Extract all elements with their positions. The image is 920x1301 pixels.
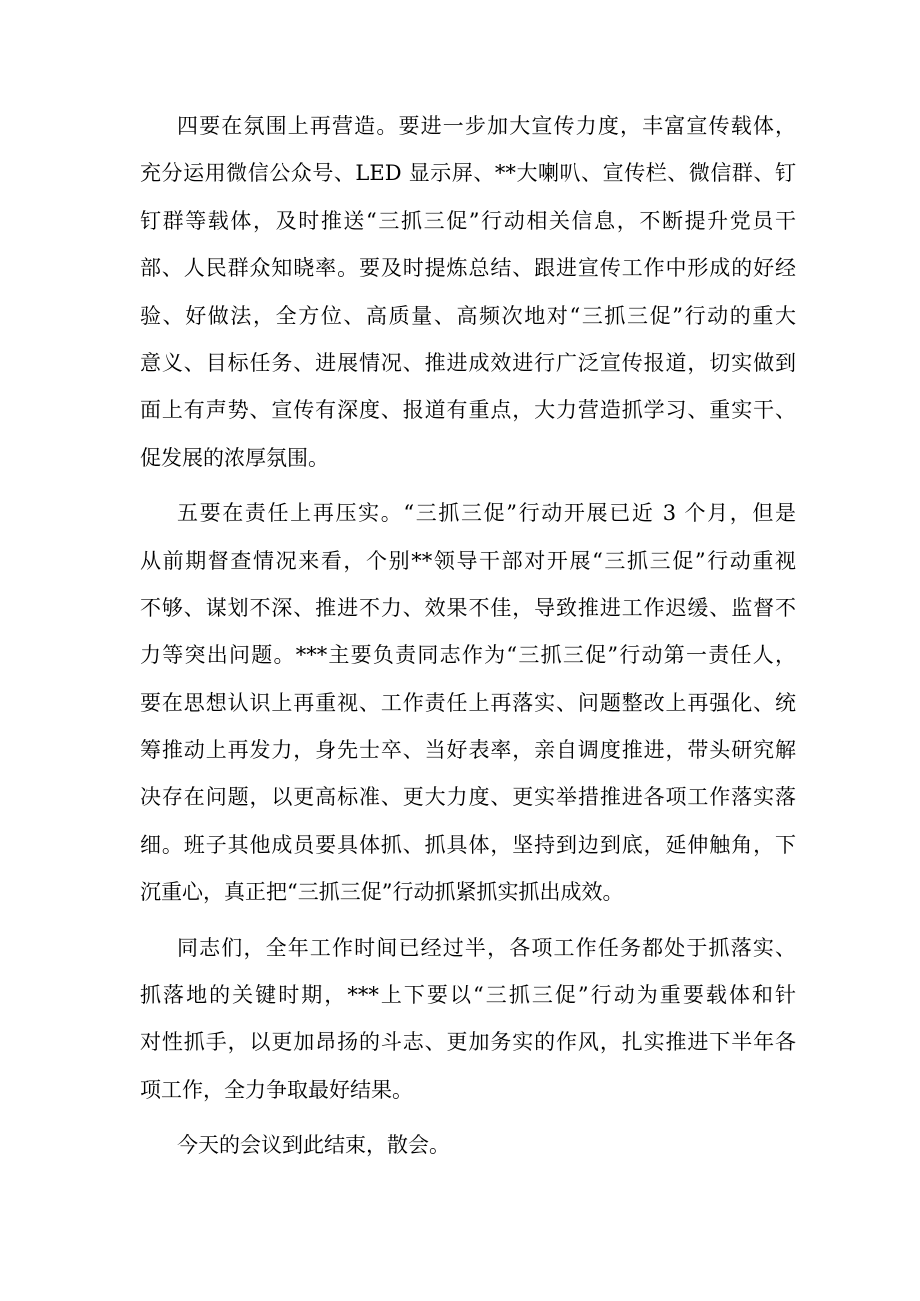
paragraph-line: 要在思想认识上再重视、工作责任上再落实、问题整改上再强化、统: [140, 690, 796, 715]
paragraph-line: 细。班子其他成员要具体抓、抓具体，坚持到边到底，延伸触角，下: [140, 832, 796, 857]
paragraph-line: 力等突出问题。***主要负责同志作为“三抓三促”行动第一责任人，: [140, 643, 796, 668]
paragraph-closing-remarks: [140, 925, 796, 1115]
paragraph-responsibility: [140, 490, 796, 917]
paragraph-gap: [140, 917, 796, 925]
paragraph-line: 充分运用微信公众号、LED 显示屏、**大喇叭、宣传栏、微信群、钉: [140, 161, 796, 186]
paragraph-line: 促发展的浓厚氛围。: [140, 445, 329, 470]
paragraph-line: 钉群等载体，及时推送“三抓三促”行动相关信息，不断提升党员干: [140, 208, 796, 233]
paragraph-line: 筹推动上再发力，身先士卒、当好表率，亲自调度推进，带头研究解: [140, 738, 796, 763]
paragraph-line: 面上有声势、宣传有深度、报道有重点，大力营造抓学习、重实干、: [140, 398, 796, 423]
paragraph-line: 抓落地的关键时期，***上下要以“三抓三促”行动为重要载体和针: [140, 983, 796, 1008]
paragraph-line: 决存在问题，以更高标准、更大力度、更实举措推进各项工作落实落: [140, 785, 796, 810]
paragraph-line: 同志们，全年工作时间已经过半，各项工作任务都处于抓落实、: [177, 935, 796, 960]
paragraph-line: 部、人民群众知晓率。要及时提炼总结、跟进宣传工作中形成的好经: [140, 256, 796, 281]
paragraph-line: 不够、谋划不深、推进不力、效果不佳，导致推进工作迟缓、监督不: [140, 595, 796, 620]
paragraph-line: 对性抓手，以更加昂扬的斗志、更加务实的作风，扎实推进下半年各: [140, 1030, 796, 1055]
paragraph-atmosphere: [140, 103, 796, 482]
paragraph-gap: [140, 482, 796, 490]
paragraph-gap: [140, 1114, 796, 1122]
paragraph-adjourn: [140, 1122, 796, 1169]
document-body: [140, 103, 796, 1170]
paragraph-line: 验、好做法，全方位、高质量、高频次地对“三抓三促”行动的重大: [140, 303, 796, 328]
paragraph-line: 意义、目标任务、进展情况、推进成效进行广泛宣传报道，切实做到: [140, 350, 796, 375]
paragraph-line: 从前期督查情况来看，个别**领导干部对开展“三抓三促”行动重视: [140, 548, 796, 573]
paragraph-line: 四要在氛围上再营造。要进一步加大宣传力度，丰富宣传载体，: [177, 114, 796, 138]
paragraph-line: 沉重心，真正把“三抓三促”行动抓紧抓实抓出成效。: [140, 880, 624, 905]
paragraph-line: 五要在责任上再压实。“三抓三促”行动开展已近 3 个月，但是: [177, 501, 796, 526]
paragraph-line: 项工作，全力争取最好结果。: [140, 1077, 413, 1102]
paragraph-line: 今天的会议到此结束，散会。: [177, 1133, 450, 1158]
